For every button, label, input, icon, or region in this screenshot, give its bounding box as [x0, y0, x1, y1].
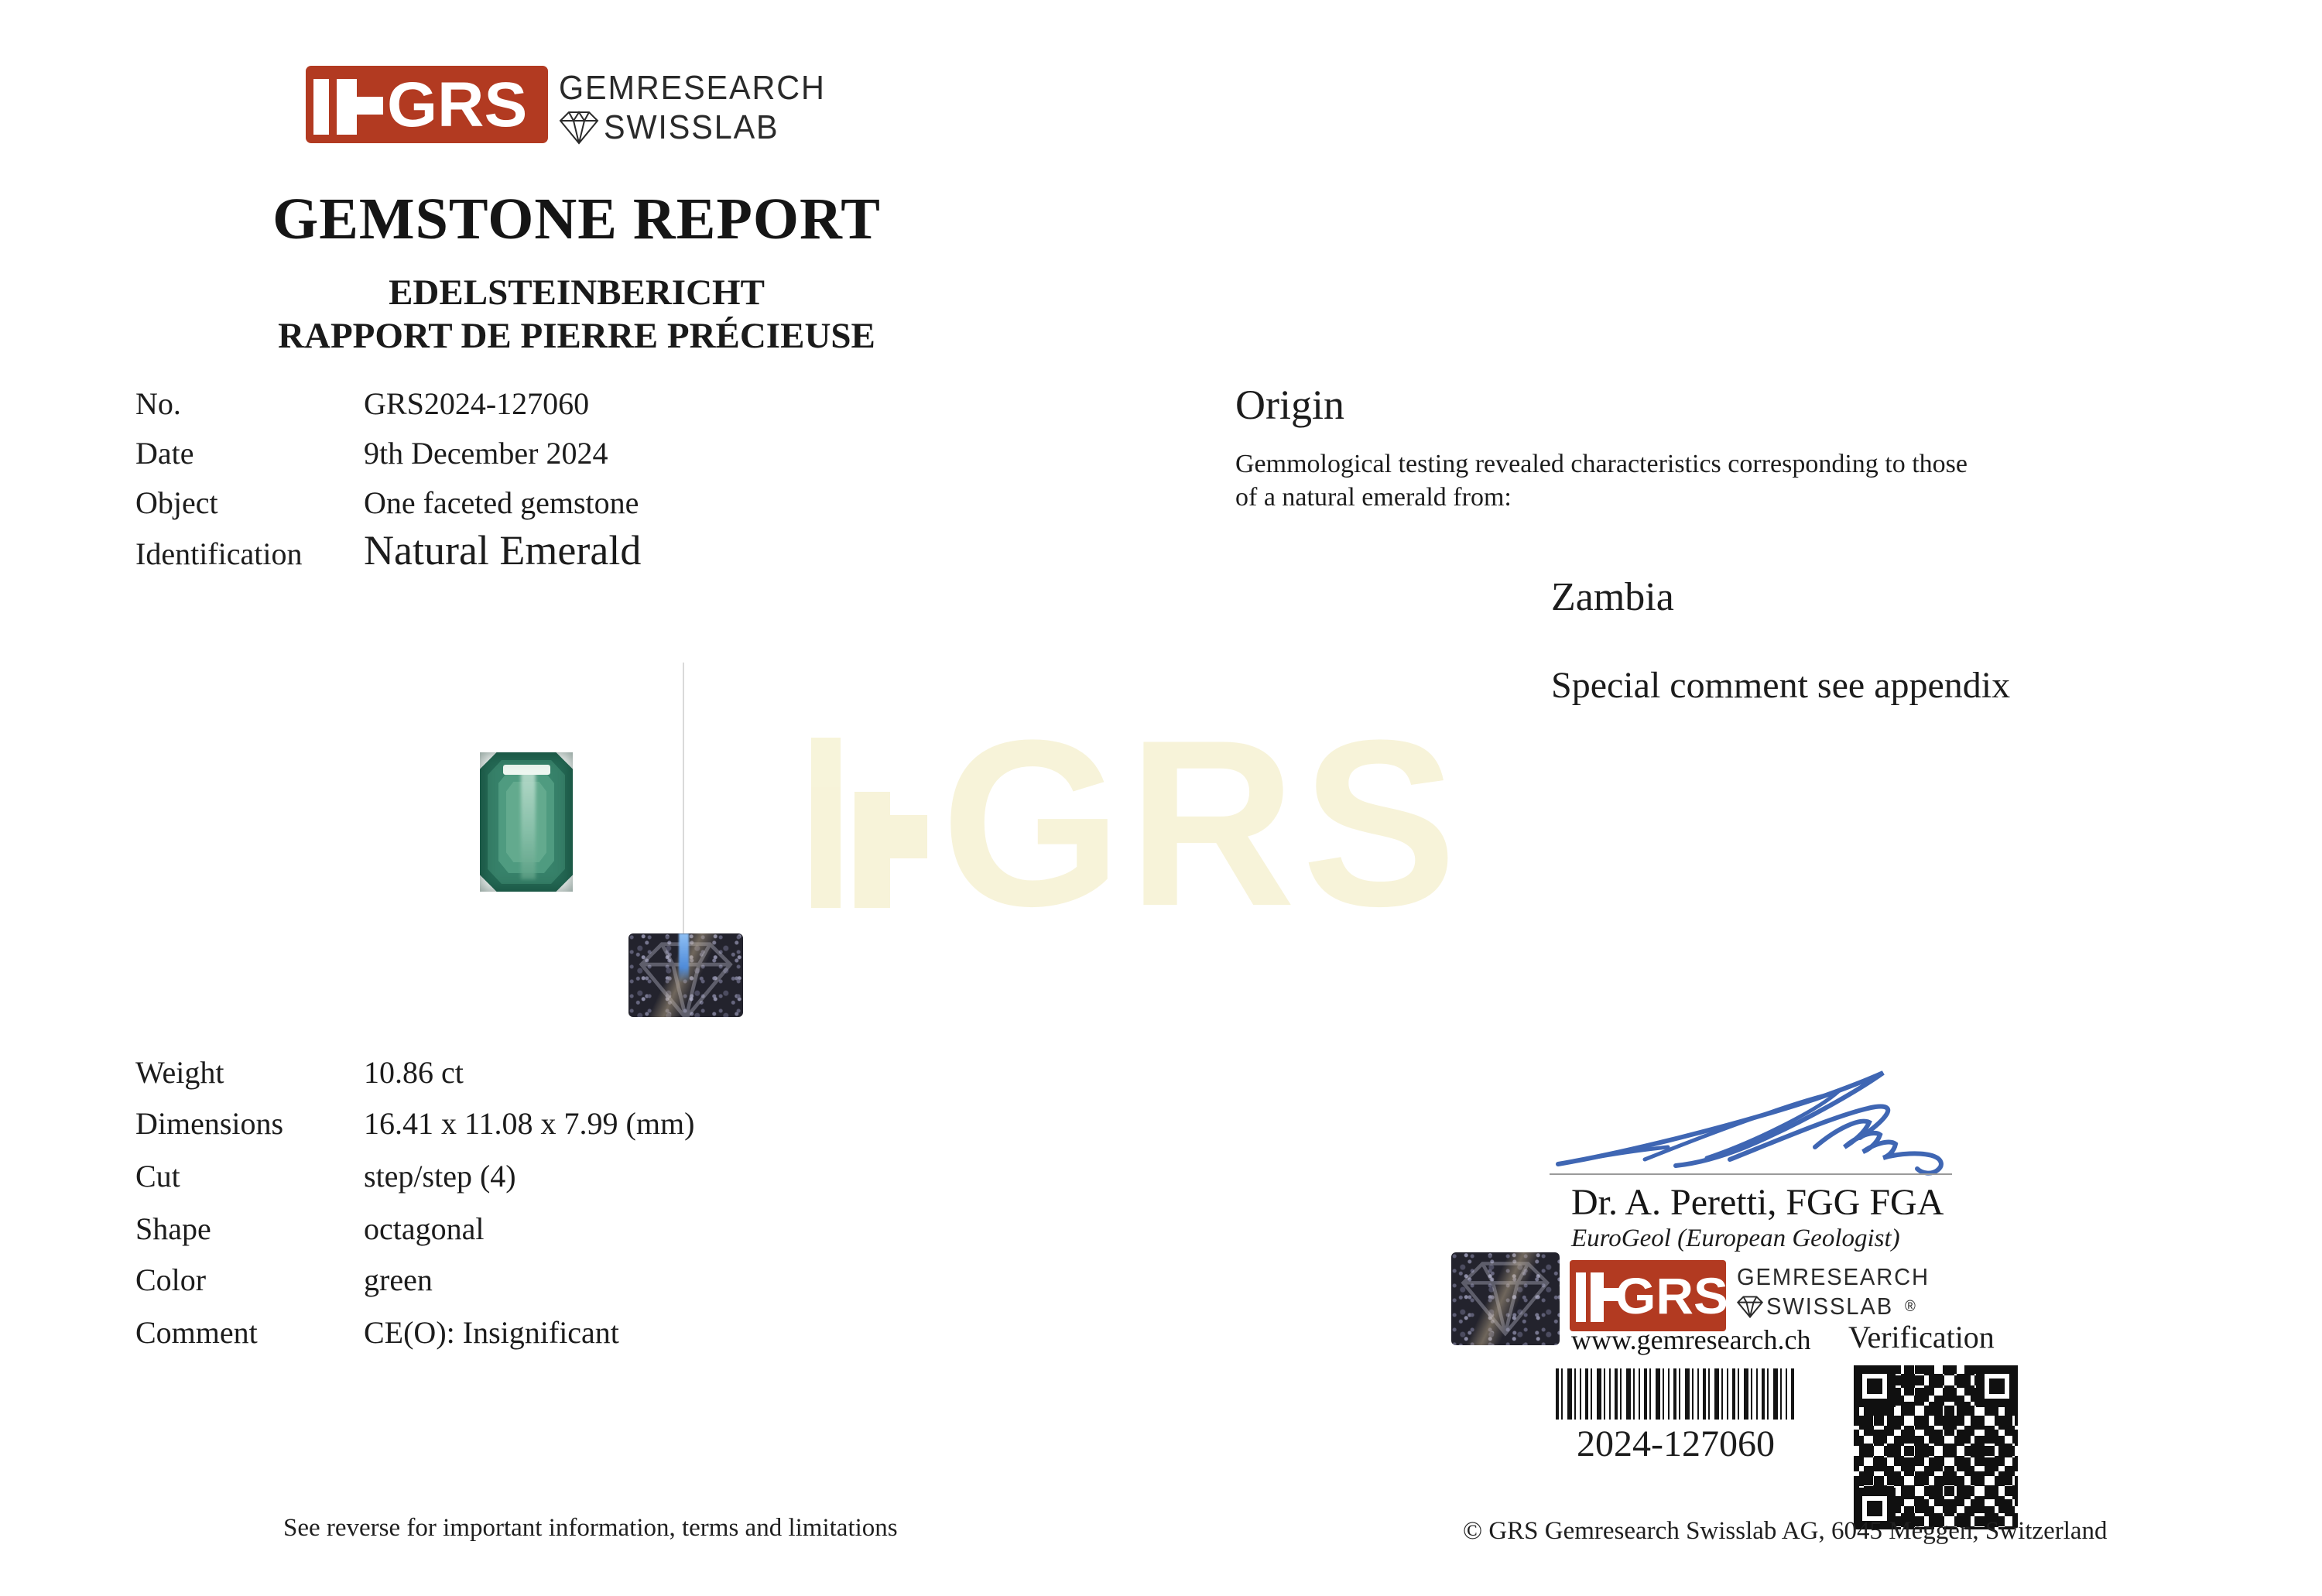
logo-name-line2: SWISSLAB: [1766, 1293, 1894, 1320]
field-label: Identification: [135, 536, 303, 571]
grs-logo-wordmark: [559, 70, 843, 147]
certificate-number: 2024-127060: [1577, 1423, 1775, 1464]
scan-fold-line: [683, 663, 684, 935]
origin-heading: Origin: [1235, 382, 1344, 428]
field-value: GRS2024-127060: [364, 386, 590, 421]
field-value: green: [364, 1262, 433, 1297]
field-value: 10.86 ct: [364, 1055, 464, 1090]
page-title: GEMSTONE REPORT: [272, 187, 881, 252]
grs-wordmark-small: [1737, 1263, 1942, 1320]
logo-name-line1: GEMRESEARCH: [559, 69, 826, 107]
field-label: No.: [135, 386, 181, 421]
field-value: 9th December 2024: [364, 436, 608, 471]
field-label: Color: [135, 1262, 207, 1297]
field-label: Shape: [135, 1211, 211, 1246]
field-label: Date: [135, 436, 194, 471]
registered-mark: ®: [1904, 1297, 1917, 1315]
diamond-icon: [559, 111, 599, 145]
title-block: [228, 186, 925, 357]
watermark-text: GRS: [941, 690, 1464, 956]
logo-name-line2: SWISSLAB: [604, 108, 779, 146]
origin-country: Zambia: [1551, 575, 1674, 619]
laser-inscription-photo: [628, 933, 743, 1017]
logo-name-line1: GEMRESEARCH: [1737, 1263, 1930, 1290]
field-label: Dimensions: [135, 1106, 284, 1141]
verification-label: Verification: [1848, 1320, 1995, 1355]
field-label: Comment: [135, 1315, 258, 1350]
field-value: step/step (4): [364, 1159, 516, 1194]
grs-logo-abbr: GRS: [1615, 1267, 1728, 1324]
laser-streak: [679, 933, 689, 982]
diamond-icon: [1737, 1296, 1763, 1318]
signer-name: Dr. A. Peretti, FGG FGA: [1571, 1182, 1944, 1223]
grs-cross-icon: [306, 66, 387, 143]
field-value: One faceted gemstone: [364, 485, 639, 520]
grs-watermark: [811, 690, 1464, 956]
field-label: Object: [135, 485, 218, 520]
origin-special-comment: Special comment see appendix: [1551, 665, 2011, 706]
field-value: CE(O): Insignificant: [364, 1315, 619, 1350]
website-url: www.gemresearch.ch: [1571, 1324, 1811, 1355]
field-value-identification: Natural Emerald: [364, 527, 642, 574]
field-label: Weight: [135, 1055, 224, 1090]
origin-intro-line2: of a natural emerald from:: [1235, 483, 1512, 512]
title-french: RAPPORT DE PIERRE PRÉCIEUSE: [278, 316, 875, 356]
field-label: Cut: [135, 1159, 180, 1194]
grs-logo-small: [1570, 1260, 1726, 1331]
origin-intro-line1: Gemmological testing revealed characteristics corresponding to those: [1235, 450, 1968, 478]
signature: [1552, 1067, 1950, 1179]
signer-title: EuroGeol (European Geologist): [1571, 1224, 1900, 1252]
grs-logo: [306, 66, 548, 143]
grs-logo-abbr: GRS: [387, 69, 528, 140]
signature-rule: [1550, 1173, 1952, 1175]
hologram-sticker: [1451, 1252, 1560, 1345]
certificate-barcode: [1556, 1368, 1796, 1420]
title-german: EDELSTEINBERICHT: [389, 272, 765, 313]
footer-copyright: © GRS Gemresearch Swisslab AG, 6045 Meggen, Switzerland: [1463, 1517, 2108, 1545]
emerald-photo: [480, 752, 573, 892]
grs-cross-icon: [1570, 1260, 1615, 1331]
field-value: 16.41 x 11.08 x 7.99 (mm): [364, 1106, 695, 1141]
field-value: octagonal: [364, 1211, 485, 1246]
grs-cross-icon: [811, 730, 927, 916]
footer-note: See reverse for important information, terms and limitations: [283, 1514, 898, 1542]
verification-qr-code: [1854, 1365, 2018, 1529]
